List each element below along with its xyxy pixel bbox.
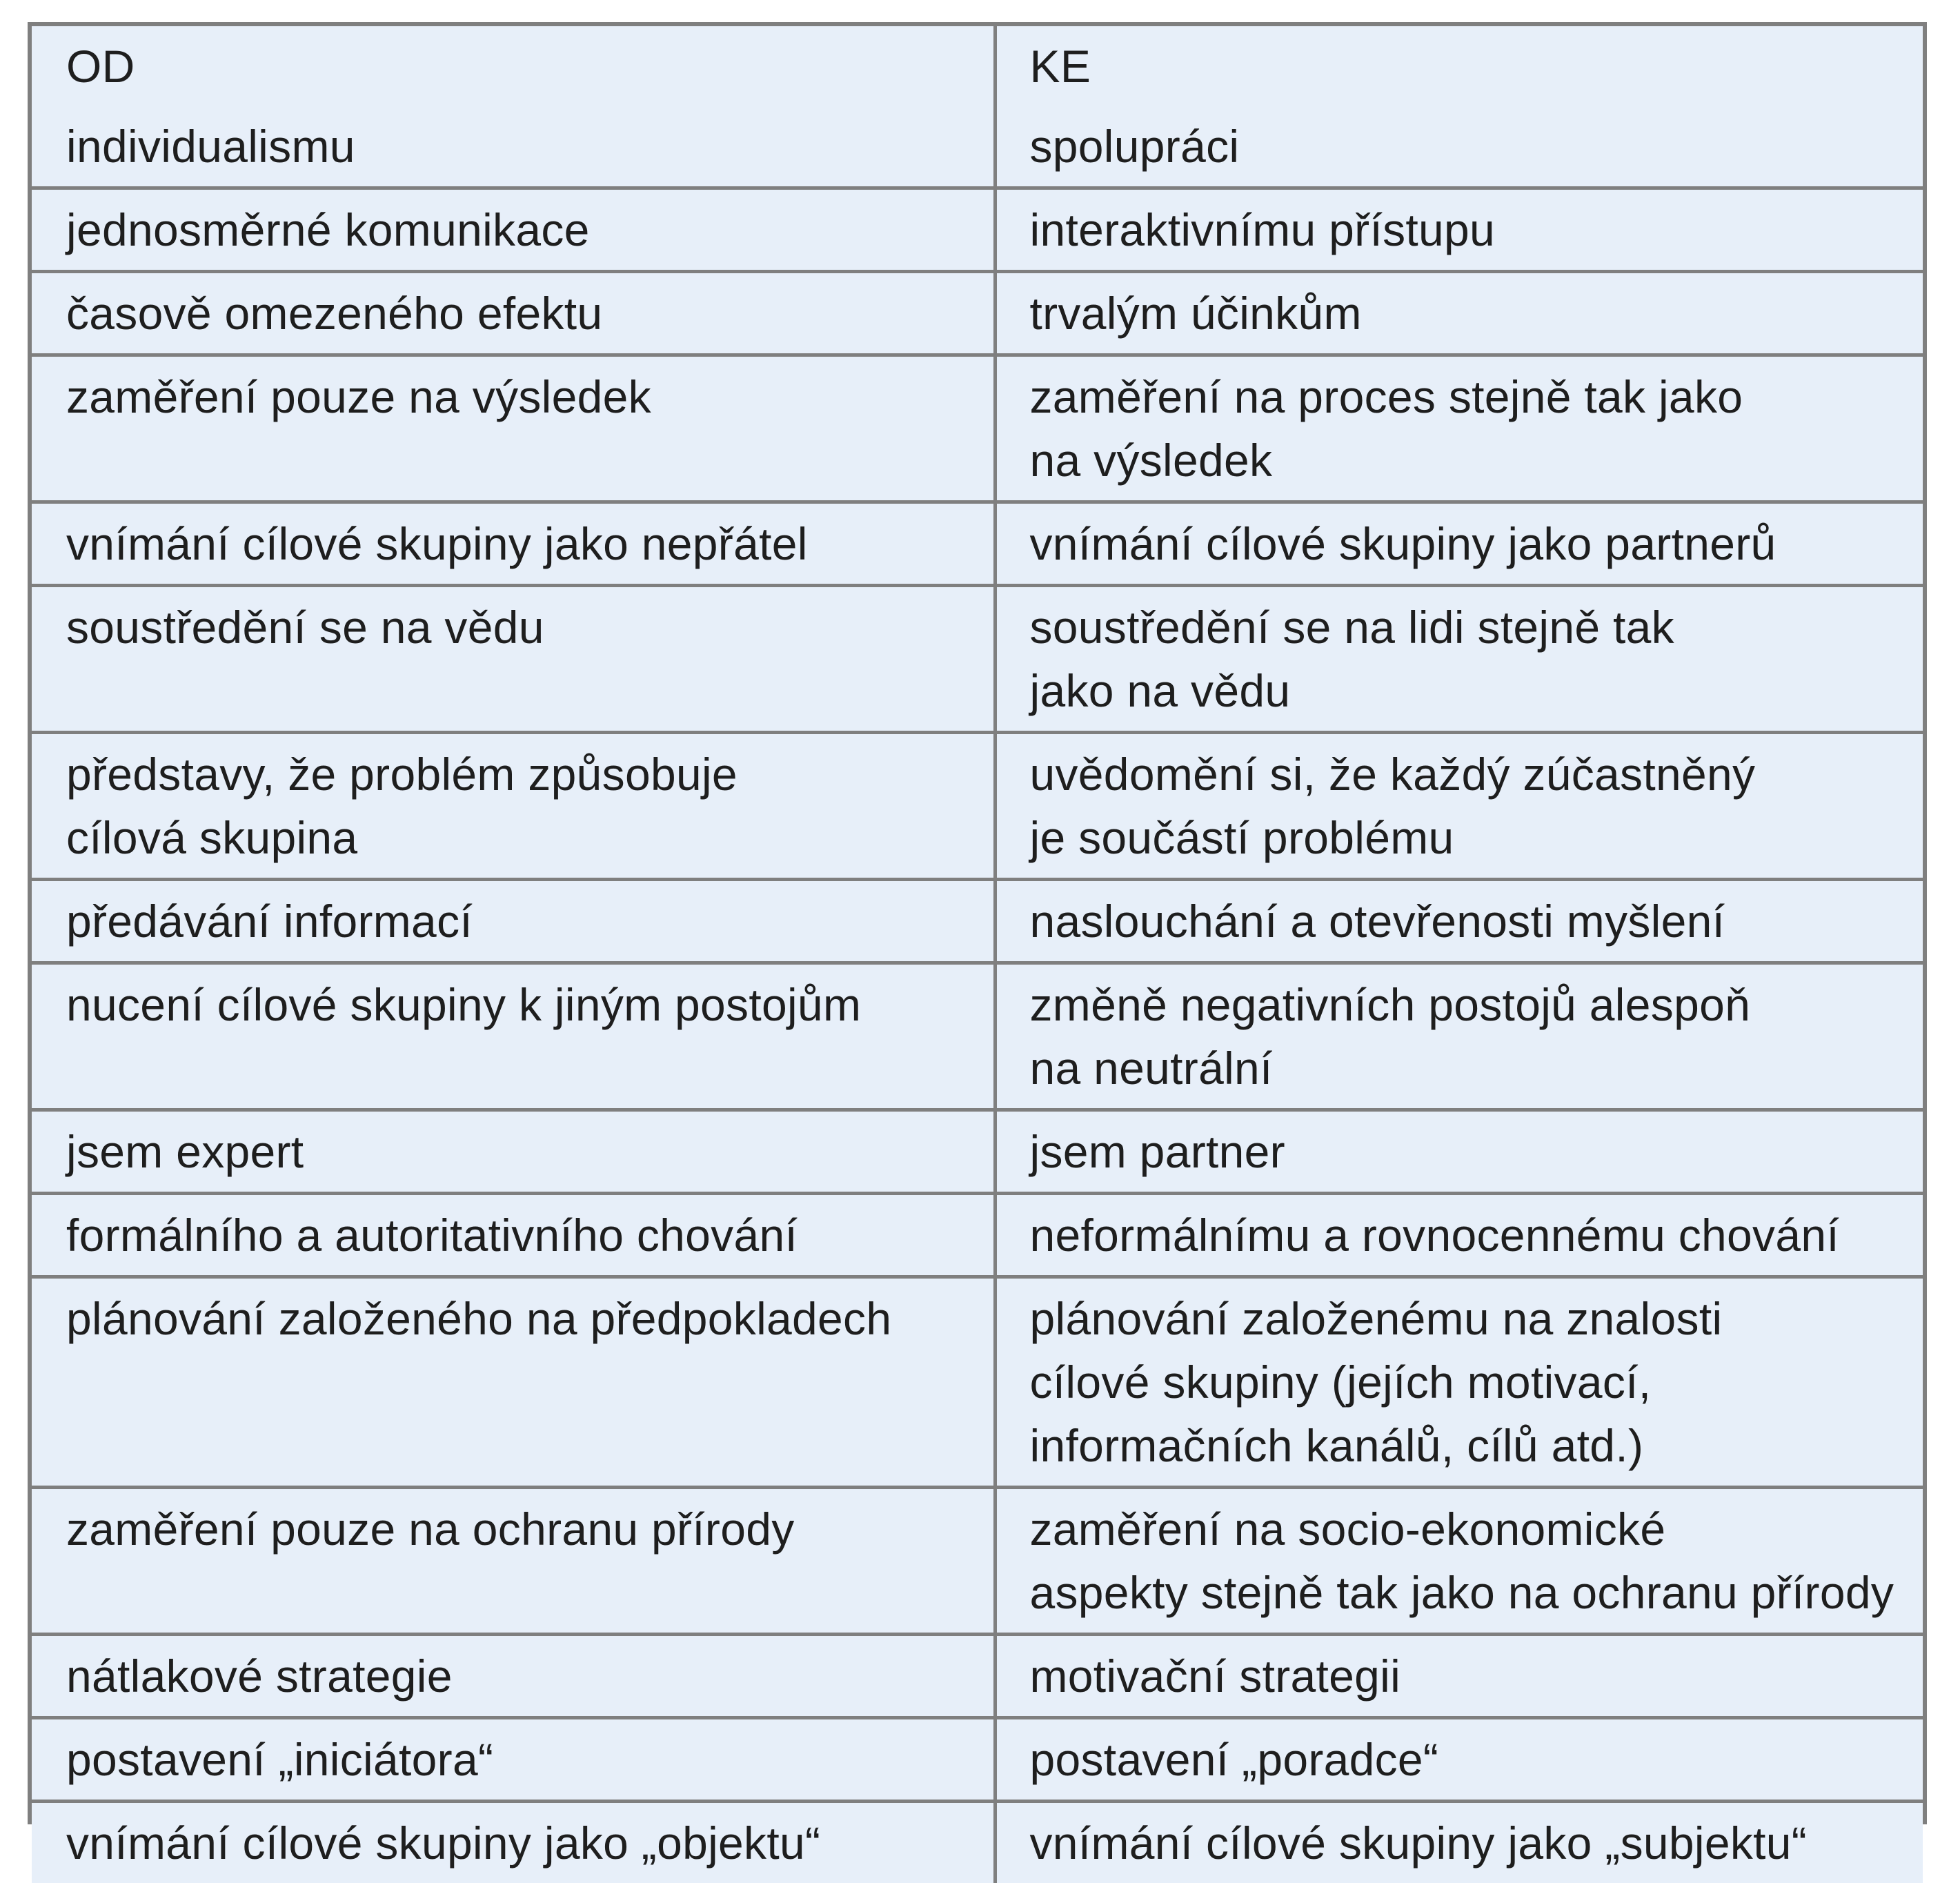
cell-from: individualismu: [32, 106, 995, 188]
cell-from: časově omezeného efektu: [32, 272, 995, 355]
cell-to: trvalým účinkům: [995, 272, 1923, 355]
cell-to: spolupráci: [995, 106, 1923, 188]
cell-from: nátlakové strategie: [32, 1635, 995, 1718]
cell-from: soustředění se na vědu: [32, 586, 995, 733]
cell-to: neformálnímu a rovnocennému chování: [995, 1194, 1923, 1277]
cell-to: zaměření na socio-ekonomické aspekty stejně tak jako na ochranu přírody: [995, 1488, 1923, 1635]
cell-from: zaměření pouze na výsledek: [32, 355, 995, 502]
cell-from: nucení cílové skupiny k jiným postojům: [32, 963, 995, 1110]
table-row: [32, 1488, 1923, 1635]
header-to: KE: [995, 26, 1923, 106]
table-row: [32, 272, 1923, 355]
cell-to: uvědomění si, že každý zúčastněný je součástí problému: [995, 733, 1923, 880]
cell-to: naslouchání a otevřenosti myšlení: [995, 880, 1923, 963]
table-header-row: [32, 26, 1923, 106]
table-row: [32, 1802, 1923, 1883]
table-row: [32, 963, 1923, 1110]
cell-to: soustředění se na lidi stejně tak jako na vědu: [995, 586, 1923, 733]
cell-to: zaměření na proces stejně tak jako na výsledek: [995, 355, 1923, 502]
cell-from: předávání informací: [32, 880, 995, 963]
cell-to: jsem partner: [995, 1110, 1923, 1194]
cell-to: vnímání cílové skupiny jako „subjektu“: [995, 1802, 1923, 1883]
table-row: [32, 502, 1923, 586]
cell-from: představy, že problém způsobuje cílová skupina: [32, 733, 995, 880]
table-row: [32, 586, 1923, 733]
cell-from: vnímání cílové skupiny jako nepřátel: [32, 502, 995, 586]
cell-from: postavení „iniciátora“: [32, 1718, 995, 1802]
cell-from: jednosměrné komunikace: [32, 188, 995, 272]
cell-to: interaktivnímu přístupu: [995, 188, 1923, 272]
comparison-table: [32, 26, 1923, 1883]
cell-from: vnímání cílové skupiny jako „objektu“: [32, 1802, 995, 1883]
cell-from: formálního a autoritativního chování: [32, 1194, 995, 1277]
cell-to: plánování založenému na znalosti cílové skupiny (jejích motivací, informačních kanálů, cílů atd.): [995, 1277, 1923, 1488]
table-row: [32, 106, 1923, 188]
table-row: [32, 1194, 1923, 1277]
cell-from: jsem expert: [32, 1110, 995, 1194]
cell-to: motivační strategii: [995, 1635, 1923, 1718]
cell-from: plánování založeného na předpokladech: [32, 1277, 995, 1488]
cell-to: postavení „poradce“: [995, 1718, 1923, 1802]
table-row: [32, 188, 1923, 272]
cell-to: změně negativních postojů alespoň na neutrální: [995, 963, 1923, 1110]
table-row: [32, 355, 1923, 502]
table-row: [32, 1277, 1923, 1488]
table-row: [32, 1718, 1923, 1802]
table-row: [32, 880, 1923, 963]
comparison-table-frame: [28, 22, 1927, 1824]
cell-to: vnímání cílové skupiny jako partnerů: [995, 502, 1923, 586]
table-row: [32, 1635, 1923, 1718]
table-row: [32, 1110, 1923, 1194]
header-from: OD: [32, 26, 995, 106]
cell-from: zaměření pouze na ochranu přírody: [32, 1488, 995, 1635]
table-row: [32, 733, 1923, 880]
